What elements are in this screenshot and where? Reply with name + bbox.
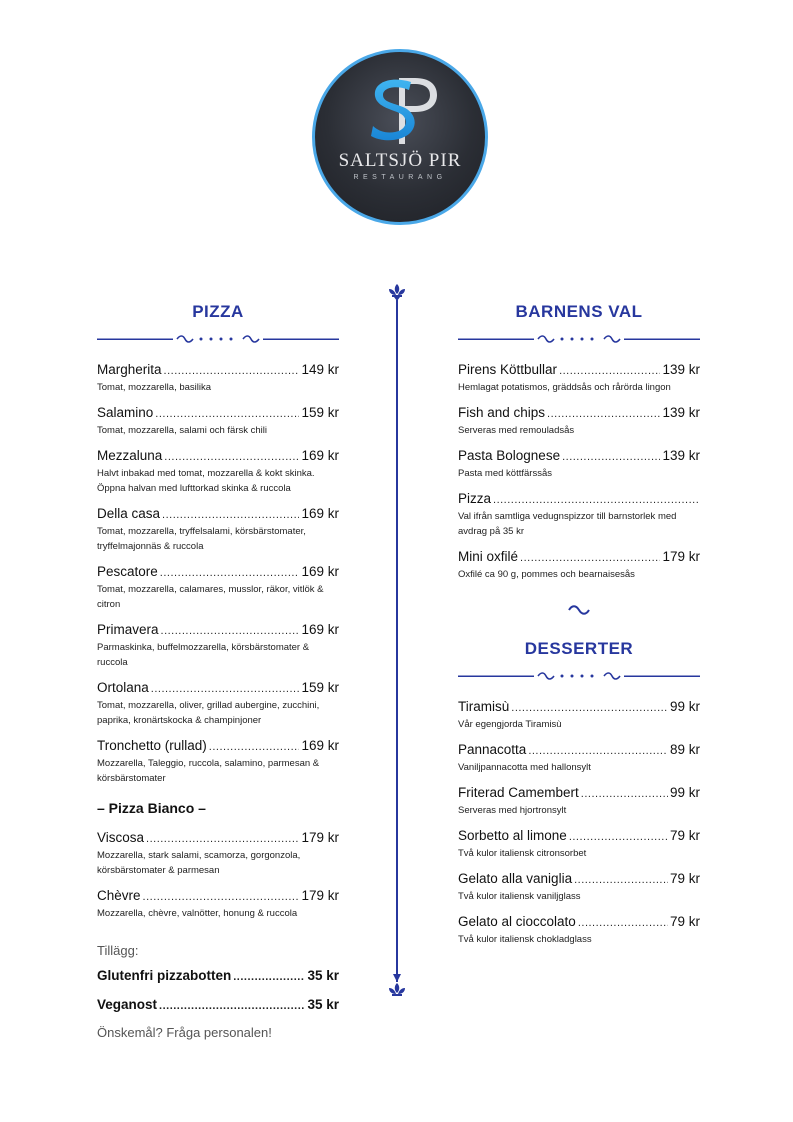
item-description: Tomat, mozzarella, oliver, grillad aubergine, zucchini, paprika, kronärtskocka & champinjoner xyxy=(97,700,320,726)
item-description: Mozzarella, stark salami, scamorza, gorgonzola, körsbärstomater & parmesan xyxy=(97,850,301,876)
item-price: 169 kr xyxy=(301,738,339,753)
menu-item-kids-pizza xyxy=(458,491,700,539)
leader-dots xyxy=(159,998,305,1014)
ornament-divider-icon xyxy=(458,333,700,345)
item-description: Serveras med hjortronsylt xyxy=(458,805,567,816)
fleur-de-lis-top-icon xyxy=(389,284,405,301)
menu-item-mini-oxfile xyxy=(458,549,700,582)
menu-item-pannacotta xyxy=(458,742,700,775)
leader-dots xyxy=(151,681,300,697)
menu-item-viscosa xyxy=(97,830,339,878)
leader-dots xyxy=(578,915,668,931)
leader-dots xyxy=(562,449,660,465)
logo-name: SALTSJÖ PIR xyxy=(338,150,462,171)
leader-dots xyxy=(164,449,299,465)
item-price: 99 kr xyxy=(669,785,700,800)
item-name: Pasta Bolognese xyxy=(458,448,561,463)
menu-item-tronchetto xyxy=(97,738,339,786)
desserts-title: DESSERTER xyxy=(524,639,634,658)
item-name: Della casa xyxy=(97,506,161,521)
item-description: Tomat, mozzarella, tryffelsalami, körsbärstomater, tryffelmajonnäs & ruccola xyxy=(97,526,306,552)
leader-dots xyxy=(547,406,660,422)
item-price: 179 kr xyxy=(301,888,339,903)
footer-note: Önskemål? Fråga personalen! xyxy=(97,1025,272,1040)
item-price: 149 kr xyxy=(301,362,339,377)
item-description: Vår egengjorda Tiramisù xyxy=(458,719,562,730)
item-price: 179 kr xyxy=(301,830,339,845)
item-name: Viscosa xyxy=(97,830,145,845)
item-name: Mini oxfilé xyxy=(458,549,519,564)
item-description: Två kulor italiensk citronsorbet xyxy=(458,848,587,859)
item-price: 99 kr xyxy=(669,699,700,714)
item-description: Mozzarella, Taleggio, ruccola, salamino, parmesan & körsbärstomater xyxy=(97,758,320,784)
item-price: 79 kr xyxy=(669,828,700,843)
leader-dots xyxy=(155,406,299,422)
item-description: Mozzarella, chèvre, valnötter, honung & ruccola xyxy=(97,908,298,919)
item-price: 169 kr xyxy=(301,622,339,637)
addon-veganost xyxy=(97,997,339,1014)
item-description: Oxfilé ca 90 g, pommes och bearnaisesås xyxy=(458,569,635,580)
menu-item-mezzaluna xyxy=(97,448,339,496)
menu-item-camembert xyxy=(458,785,700,818)
leader-dots xyxy=(574,872,668,888)
item-price: 169 kr xyxy=(301,506,339,521)
pizza-list xyxy=(97,362,339,1014)
swirl-ornament-icon xyxy=(567,604,591,616)
menu-item-ortolana xyxy=(97,680,339,728)
item-price: 179 kr xyxy=(662,549,700,564)
item-description: Tomat, mozzarella, salami och färsk chili xyxy=(97,425,267,436)
item-name: Gelato al cioccolato xyxy=(458,914,576,929)
item-name: Tiramisù xyxy=(458,699,510,714)
leader-dots xyxy=(161,623,300,639)
menu-item-gelato-vaniglia xyxy=(458,871,700,904)
item-name: Gelato alla vaniglia xyxy=(458,871,573,886)
item-name: Mezzaluna xyxy=(97,448,163,463)
logo-subtitle: RESTAURANG xyxy=(353,174,447,181)
leader-dots xyxy=(493,492,698,508)
menu-item-fish-and-chips xyxy=(458,405,700,438)
item-description: Två kulor italiensk vaniljglass xyxy=(458,891,581,902)
menu-item-chevre xyxy=(97,888,339,921)
addons-label: Tillägg: xyxy=(97,943,139,958)
item-description: Tomat, mozzarella, calamares, musslor, räkor, vitlök & citron xyxy=(97,584,324,610)
item-description: Val ifrån samtliga vedugnspizzor till barnstorlek med avdrag på 35 kr xyxy=(458,511,677,537)
restaurant-logo xyxy=(312,49,488,225)
item-price: 139 kr xyxy=(662,362,700,377)
menu-item-della-casa xyxy=(97,506,339,554)
item-name: Sorbetto al limone xyxy=(458,828,567,843)
item-name: Chèvre xyxy=(97,888,141,903)
leader-dots xyxy=(164,363,300,379)
item-description: Serveras med remouladsås xyxy=(458,425,575,436)
leader-dots xyxy=(581,786,668,802)
desserts-list xyxy=(458,699,700,947)
pizza-bianco-heading: – Pizza Bianco – xyxy=(97,800,206,816)
kids-list xyxy=(458,362,700,582)
kids-title: BARNENS VAL xyxy=(515,302,643,321)
item-name: Ortolana xyxy=(97,680,149,695)
item-name: Friterad Camembert xyxy=(458,785,579,800)
leader-dots xyxy=(209,739,300,755)
item-price: 159 kr xyxy=(301,680,339,695)
item-price: 35 kr xyxy=(307,968,339,983)
right-column xyxy=(458,300,700,957)
menu-item-sorbetto xyxy=(458,828,700,861)
leader-dots xyxy=(146,831,299,847)
leader-dots xyxy=(511,700,668,716)
menu-item-margherita xyxy=(97,362,339,395)
leader-dots xyxy=(528,743,668,759)
item-name: Glutenfri pizzabotten xyxy=(97,968,232,983)
item-name: Margherita xyxy=(97,362,162,377)
menu-item-pasta-bolognese xyxy=(458,448,700,481)
item-price: 169 kr xyxy=(301,448,339,463)
item-name: Fish and chips xyxy=(458,405,546,420)
addon-gluten-free xyxy=(97,968,339,985)
item-price: 139 kr xyxy=(662,405,700,420)
item-price: 159 kr xyxy=(301,405,339,420)
leader-dots xyxy=(162,507,299,523)
leader-dots xyxy=(233,969,305,985)
menu-item-primavera xyxy=(97,622,339,670)
item-name: Salamino xyxy=(97,405,154,420)
item-name: Pirens Köttbullar xyxy=(458,362,558,377)
leader-dots xyxy=(569,829,668,845)
item-description: Två kulor italiensk chokladglass xyxy=(458,934,592,945)
leader-dots xyxy=(559,363,660,379)
menu-item-pescatore xyxy=(97,564,339,612)
leader-dots xyxy=(160,565,300,581)
menu-item-kottbullar xyxy=(458,362,700,395)
item-name: Pizza xyxy=(458,491,492,506)
item-description: Hemlagat potatismos, gräddsås och rårörda lingon xyxy=(458,382,671,393)
menu-item-gelato-cioccolato xyxy=(458,914,700,947)
center-divider-line xyxy=(386,284,408,998)
item-name: Veganost xyxy=(97,997,158,1012)
item-price: 139 kr xyxy=(662,448,700,463)
item-name: Pannacotta xyxy=(458,742,527,757)
menu-item-salamino xyxy=(97,405,339,438)
item-description: Halvt inbakad med tomat, mozzarella & kokt skinka. Öppna halvan med lufttorkad skinka & ruccola xyxy=(97,468,315,494)
item-description: Pasta med köttfärssås xyxy=(458,468,552,479)
pizza-title: PIZZA xyxy=(192,302,244,321)
item-name: Tronchetto (rullad) xyxy=(97,738,207,753)
item-price: 35 kr xyxy=(307,997,339,1012)
item-description: Tomat, mozzarella, basilika xyxy=(97,382,212,393)
item-name: Pescatore xyxy=(97,564,158,579)
item-price: 169 kr xyxy=(301,564,339,579)
item-description: Vaniljpannacotta med hallonsylt xyxy=(458,762,591,773)
fleur-de-lis-bottom-icon xyxy=(389,983,405,996)
pizza-section xyxy=(97,300,339,1024)
leader-dots xyxy=(520,550,660,566)
item-price: 79 kr xyxy=(669,914,700,929)
leader-dots xyxy=(143,889,300,905)
monogram-icon xyxy=(315,52,485,222)
ornament-divider-icon xyxy=(97,333,339,345)
item-description: Parmaskinka, buffelmozzarella, körsbärstomater & ruccola xyxy=(97,642,310,668)
item-price: 89 kr xyxy=(669,742,700,757)
menu-item-tiramisu xyxy=(458,699,700,732)
item-name: Primavera xyxy=(97,622,159,637)
ornament-divider-icon xyxy=(458,670,700,682)
item-price: 79 kr xyxy=(669,871,700,886)
